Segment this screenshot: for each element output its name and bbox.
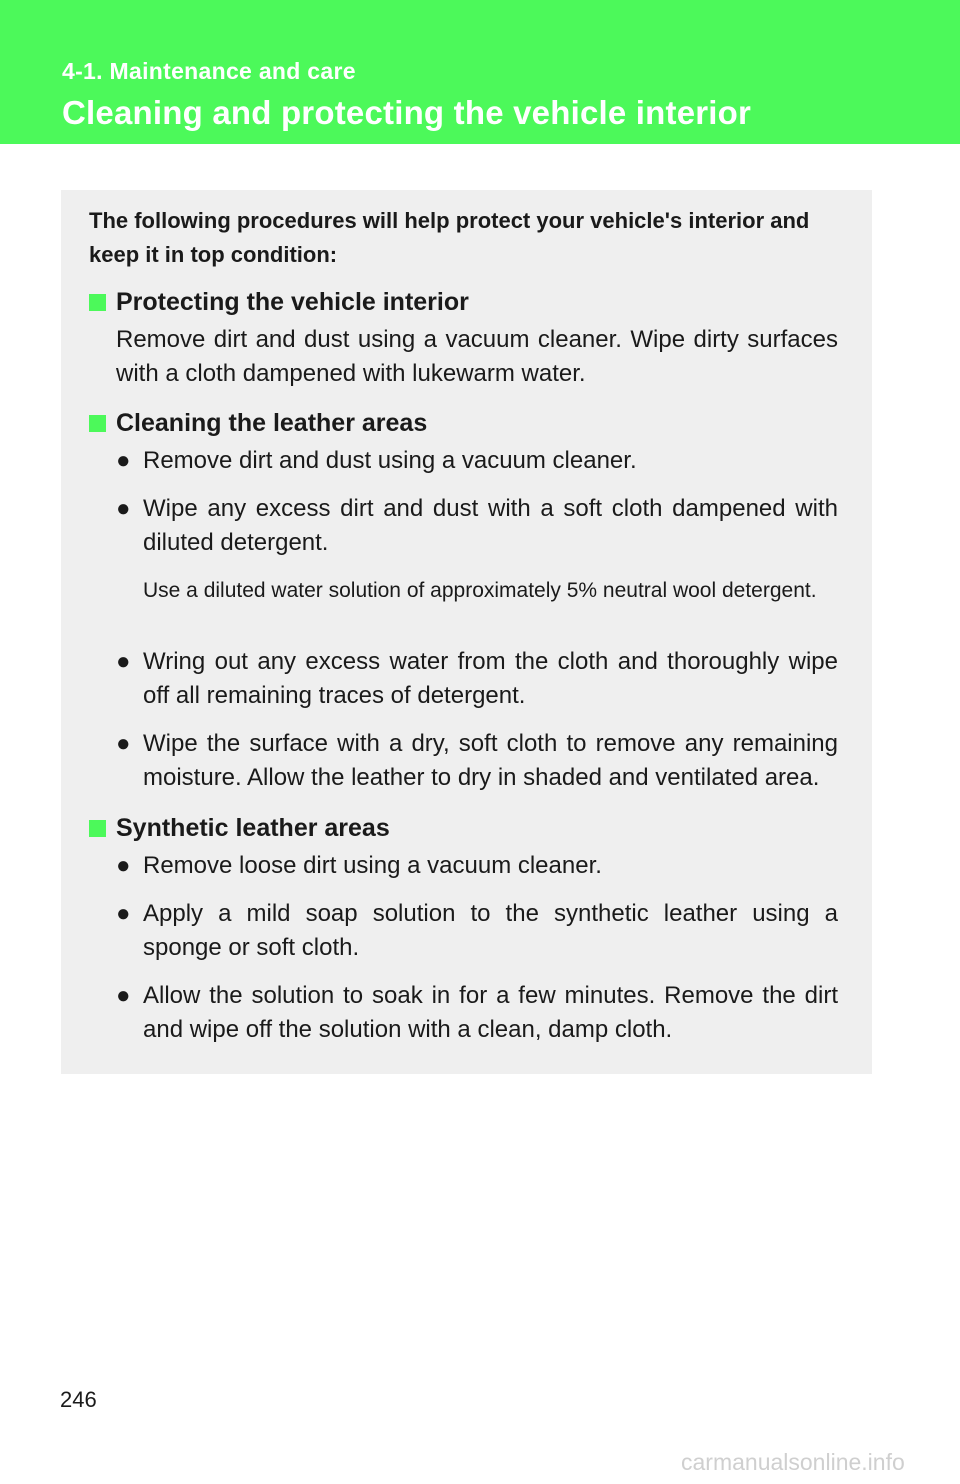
section-heading-synthetic bbox=[89, 813, 390, 843]
bullet-dot-icon: ● bbox=[116, 982, 131, 1009]
section-heading-text: Protecting the vehicle interior bbox=[116, 288, 469, 316]
list-item-text: Wipe any excess dirt and dust with a soft cloth dampened with diluted detergent. bbox=[143, 495, 838, 556]
list-item-text: Wring out any excess water from the cloth and thoroughly wipe off all remaining traces of detergent. bbox=[143, 648, 838, 709]
list-item-text: Apply a mild soap solution to the synthetic leather using a sponge or soft cloth. bbox=[143, 900, 838, 961]
watermark-text: carmanualsonline.info bbox=[681, 1449, 905, 1475]
list-item bbox=[116, 979, 838, 1047]
section-heading-text: Cleaning the leather areas bbox=[116, 409, 428, 437]
note-text: Use a diluted water solution of approximately 5% neutral wool detergent. bbox=[143, 579, 817, 602]
list-item-text: Remove loose dirt using a vacuum cleaner. bbox=[143, 852, 602, 879]
list-item-text: Allow the solution to soak in for a few minutes. Remove the dirt and wipe off the solution with a clean, damp cloth. bbox=[143, 982, 838, 1043]
bullet-dot-icon: ● bbox=[116, 447, 131, 474]
chapter-header bbox=[0, 0, 960, 144]
intro-text: The following procedures will help protect your vehicle's interior and keep it in top condition: bbox=[89, 208, 810, 267]
section-label: 4-1. Maintenance and care bbox=[62, 58, 356, 84]
list-item-text: Remove dirt and dust using a vacuum cleaner. bbox=[143, 447, 637, 474]
page-number: 246 bbox=[60, 1387, 97, 1412]
list-item bbox=[116, 492, 838, 560]
list-item bbox=[116, 444, 838, 478]
list-item bbox=[116, 727, 838, 795]
bullet-dot-icon: ● bbox=[116, 495, 131, 522]
section-heading-text: Synthetic leather areas bbox=[116, 814, 390, 842]
bullet-dot-icon: ● bbox=[116, 648, 131, 675]
bullet-dot-icon: ● bbox=[116, 900, 131, 927]
section-paragraph: Remove dirt and dust using a vacuum cleaner. Wipe dirty surfaces with a cloth dampened with lukewarm water. bbox=[116, 326, 838, 387]
list-item-text: Wipe the surface with a dry, soft cloth to remove any remaining moisture. Allow the leather to dry in shaded and ventilated area. bbox=[143, 730, 838, 791]
page-title: Cleaning and protecting the vehicle interior bbox=[62, 94, 752, 131]
square-marker-icon bbox=[89, 820, 106, 837]
list-item bbox=[116, 897, 838, 965]
list-item bbox=[116, 645, 838, 713]
section-heading-protecting bbox=[89, 287, 469, 317]
list-item bbox=[116, 849, 838, 883]
square-marker-icon bbox=[89, 415, 106, 432]
square-marker-icon bbox=[89, 294, 106, 311]
bullet-dot-icon: ● bbox=[116, 730, 131, 757]
section-heading-leather bbox=[89, 408, 427, 438]
bullet-dot-icon: ● bbox=[116, 852, 131, 879]
